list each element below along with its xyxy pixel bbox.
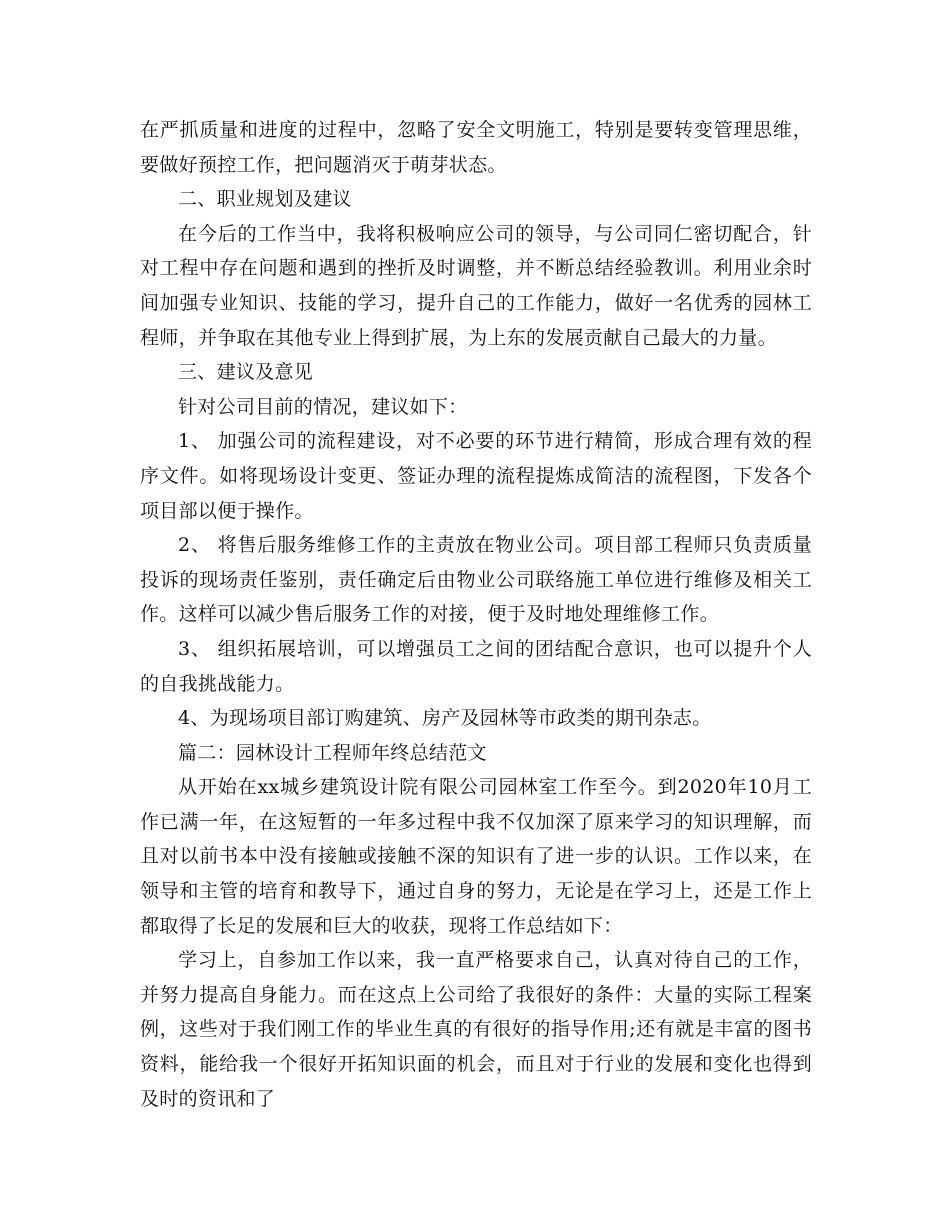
- list-item-2: 2、 将售后服务维修工作的主责放在物业公司。项目部工程师只负责质量投诉的现场责任鉴别，责任确定后由物业公司联络施工单位进行维修及相关工作。这样可以减少售后服务工作的对接，便于及时地处理维修工作。: [140, 534, 812, 626]
- section-heading-career-plan: 二、职业规划及建议: [178, 188, 352, 211]
- article-title-part-two: 篇二：园林设计工程师年终总结范文: [178, 741, 487, 764]
- list-item-4: 4、为现场项目部订购建筑、房产及园林等市政类的期刊杂志。: [178, 707, 712, 730]
- paragraph-suggestions-intro: 针对公司目前的情况，建议如下：: [178, 395, 468, 418]
- section-heading-suggestions: 三、建议及意见: [178, 361, 314, 384]
- paragraph-career-plan: 在今后的工作当中，我将积极响应公司的领导，与公司同仁密切配合，针对工程中存在问题和遇到的挫折及时调整，并不断总结经验教训。利用业余时间加强专业知识、技能的学习，提升自己的工作能力，做好一名优秀的园林工程师，并争取在其他专业上得到扩展，为上东的发展贡献自己最大的力量。: [140, 222, 812, 349]
- document-body: [140, 113, 812, 1116]
- list-item-3: 3、 组织拓展培训，可以增强员工之间的团结配合意识，也可以提升个人的自我挑战能力。: [140, 637, 812, 695]
- paragraph-continuation: 在严抓质量和进度的过程中，忽略了安全文明施工，特别是要转变管理思维，要做好预控工作，把问题消灭于萌芽状态。: [140, 119, 812, 176]
- paragraph-work-summary: 从开始在xx城乡建筑设计院有限公司园林室工作至今。到2020年10月工作已满一年，在这短暂的一年多过程中我不仅加深了原来学习的知识理解，而且对以前书本中没有接触或接触不深的知识有了进一步的认识。工作以来，在领导和主管的培育和教导下，通过自身的努力，无论是在学习上，还是工作上都取得了长足的发展和巨大的收获，现将工作总结如下：: [140, 776, 812, 937]
- list-item-1: 1、 加强公司的流程建设，对不必要的环节进行精简，形成合理有效的程序文件。如将现场设计变更、签证办理的流程提炼成简洁的流程图，下发各个项目部以便于操作。: [140, 430, 812, 522]
- paragraph-study: 学习上，自参加工作以来，我一直严格要求自己，认真对待自己的工作，并努力提高自身能力。而在这点上公司给了我很好的条件：大量的实际工程案例，这些对于我们刚工作的毕业生真的有很好的指导作用;还有就是丰富的图书资料，能给我一个很好开拓知识面的机会，而且对于行业的发展和变化也得到及时的资讯和了: [140, 949, 812, 1110]
